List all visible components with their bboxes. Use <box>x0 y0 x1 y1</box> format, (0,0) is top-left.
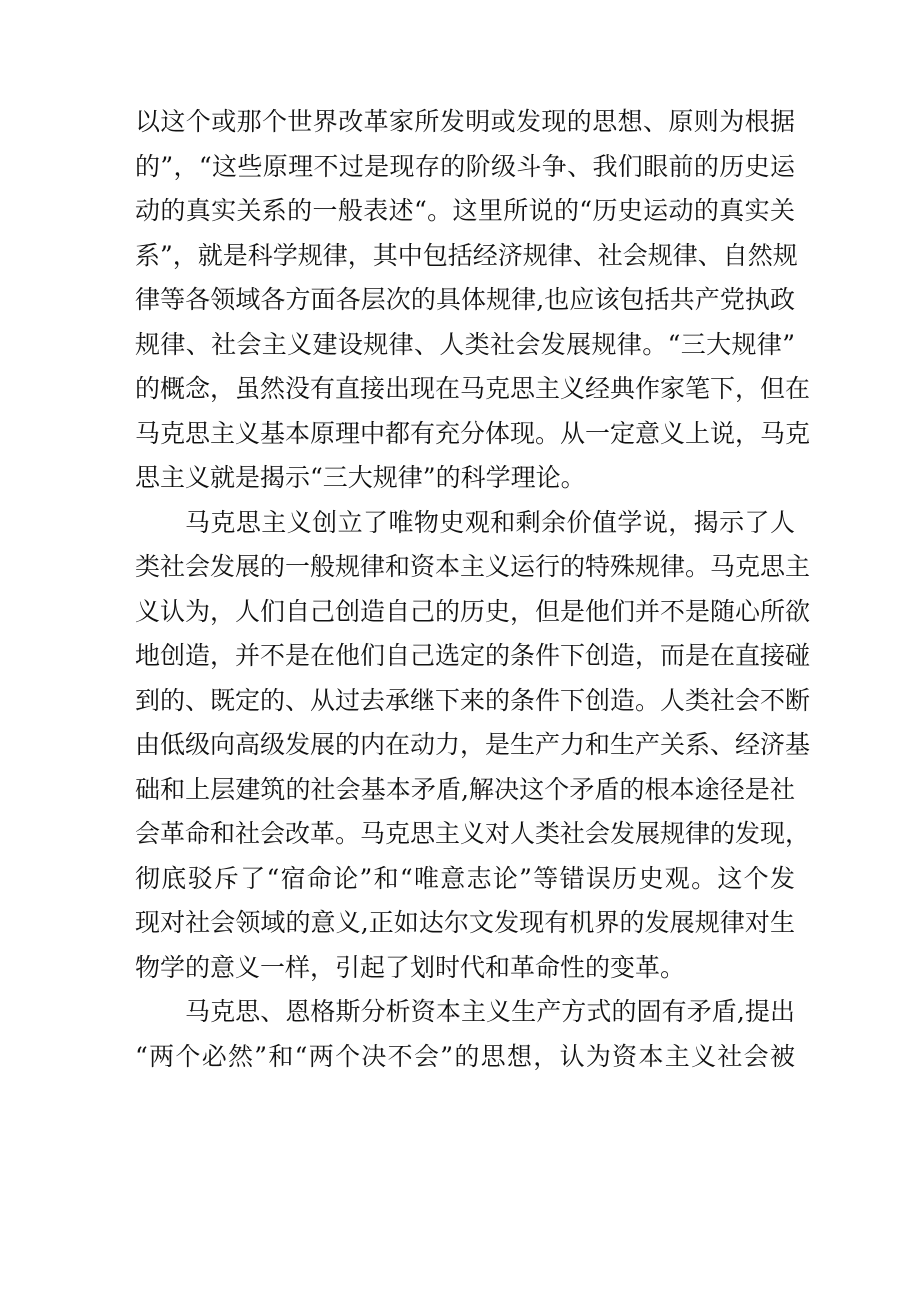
text-line: 的概念，虽然没有直接出现在马克思主义经典作家笔下，但在 <box>135 374 811 403</box>
text-line: “两个必然”和“两个决不会”的思想，认为资本主义社会被 <box>135 1041 795 1071</box>
text-line: 律等各领域各方面各层次的具体规律,也应该包括共产党执政 <box>135 285 795 314</box>
text-line: 以这个或那个世界改革家所发明或发现的思想、原则为根据 <box>135 107 795 136</box>
text-line: 义认为，人们自己创造自己的历史，但是他们并不是随心所欲 <box>135 596 811 626</box>
paragraph-3 <box>135 990 795 1079</box>
text-line: 类社会发展的一般规律和资本主义运行的特殊规律。马克思主 <box>135 552 811 581</box>
text-line: 马克思、恩格斯分析资本主义生产方式的固有矛盾,提出 <box>185 997 795 1026</box>
paragraph-1 <box>135 100 811 501</box>
text-line: 动的真实关系的一般表述“。这里所说的“历史运动的真实关 <box>135 196 795 225</box>
paragraph-2 <box>135 501 811 991</box>
text-line: 会革命和社会改革。马克思主义对人类社会发展规律的发现， <box>135 819 811 848</box>
text-line: 马克思主义基本原理中都有充分体现。从一定意义上说，马克 <box>135 418 811 448</box>
text-line: 思主义就是揭示“三大规律”的科学理论。 <box>135 463 586 492</box>
document-body <box>135 100 811 1079</box>
text-line: 物学的意义一样，引起了划时代和革命性的变革。 <box>135 952 686 982</box>
text-line: 系”，就是科学规律，其中包括经济规律、社会规律、自然规 <box>135 240 798 270</box>
text-line: 马克思主义创立了唯物史观和剩余价值学说，揭示了人 <box>185 507 795 537</box>
text-line: 现对社会领域的意义,正如达尔文发现有机界的发展规律对生 <box>135 908 795 937</box>
text-line: 础和上层建筑的社会基本矛盾,解决这个矛盾的根本途径是社 <box>135 774 795 804</box>
text-line: 由低级向高级发展的内在动力，是生产力和生产关系、经济基 <box>135 730 811 759</box>
text-line: 规律、社会主义建设规律、人类社会发展规律。“三大规律” <box>135 329 795 359</box>
text-line: 到的、既定的、从过去承继下来的条件下创造。人类社会不断 <box>135 685 811 715</box>
text-line: 的”，“这些原理不过是现存的阶级斗争、我们眼前的历史运 <box>135 151 795 181</box>
text-line: 彻底驳斥了“宿命论”和“唯意志论”等错误历史观。这个发 <box>135 863 795 893</box>
text-line: 地创造，并不是在他们自己选定的条件下创造，而是在直接碰 <box>135 641 811 670</box>
